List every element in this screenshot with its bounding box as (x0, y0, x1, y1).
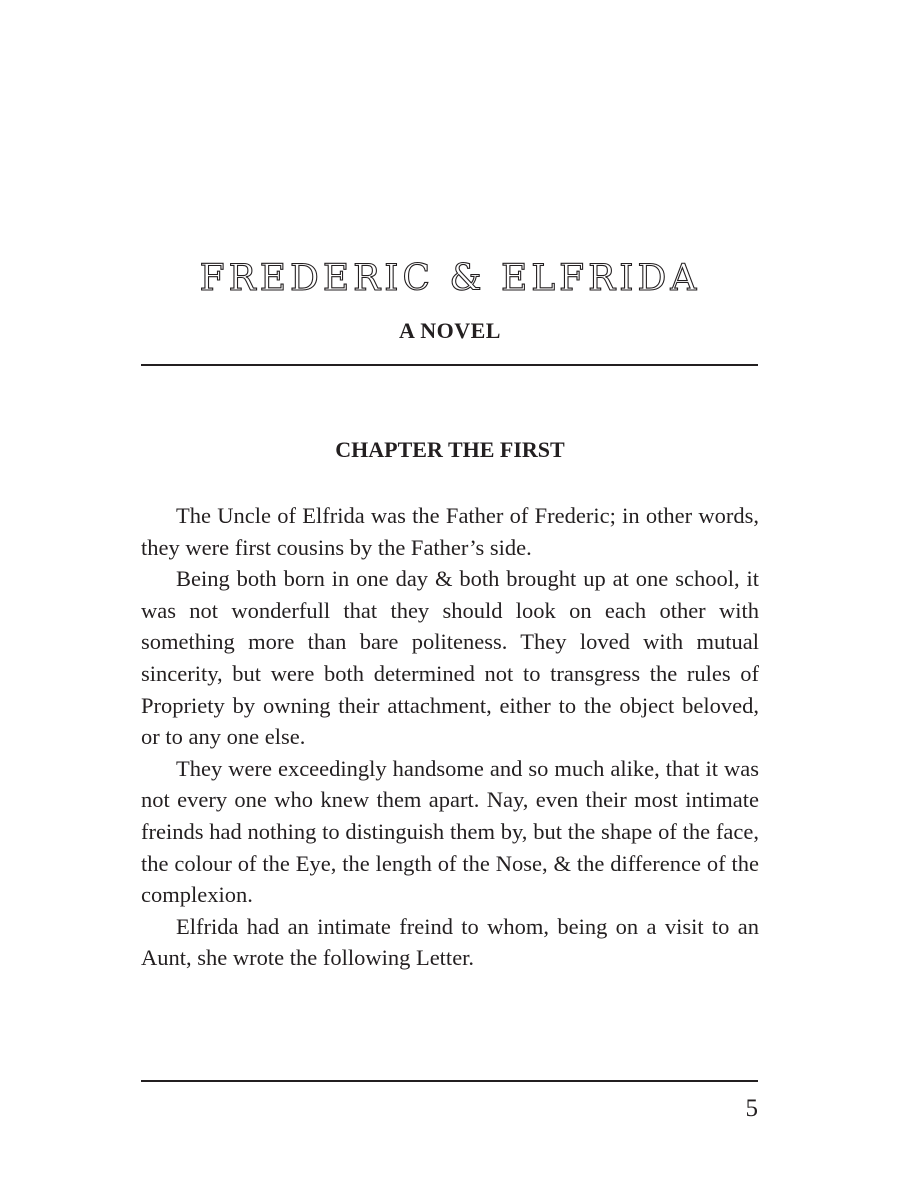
book-title: FREDERIC & ELFRIDA (199, 258, 701, 299)
paragraph: Elfrida had an intimate freind to whom, being on a visit to an Aunt, she wrote the following Letter. (141, 913, 759, 971)
paragraph: The Uncle of Elfrida was the Father of Frederic; in other words, they were first cousins by the Father’s side. (141, 503, 759, 560)
chapter-heading: CHAPTER THE FIRST (335, 437, 565, 462)
bottom-divider (141, 1080, 758, 1082)
paragraph: They were exceedingly handsome and so much alike, that it was not every one who knew them apart. Nay, even their most intimate freinds had nothing to distinguish them by, but the shape of the face, the colour of the Eye, the length of the Nose, & the difference of the complexion. (141, 755, 759, 908)
book-subtitle: A NOVEL (399, 318, 501, 343)
chapter-body (141, 500, 759, 974)
page-number: 5 (745, 1095, 758, 1122)
top-divider (141, 364, 758, 366)
paragraph: Being both born in one day & both brought up at one school, it was not wonderfull that they should look on each other with something more than bare politeness. They loved with mutual sincerity, but were both determined not to transgress the rules of Propriety by owning their attachment, either to the object beloved, or to any one else. (141, 566, 759, 750)
